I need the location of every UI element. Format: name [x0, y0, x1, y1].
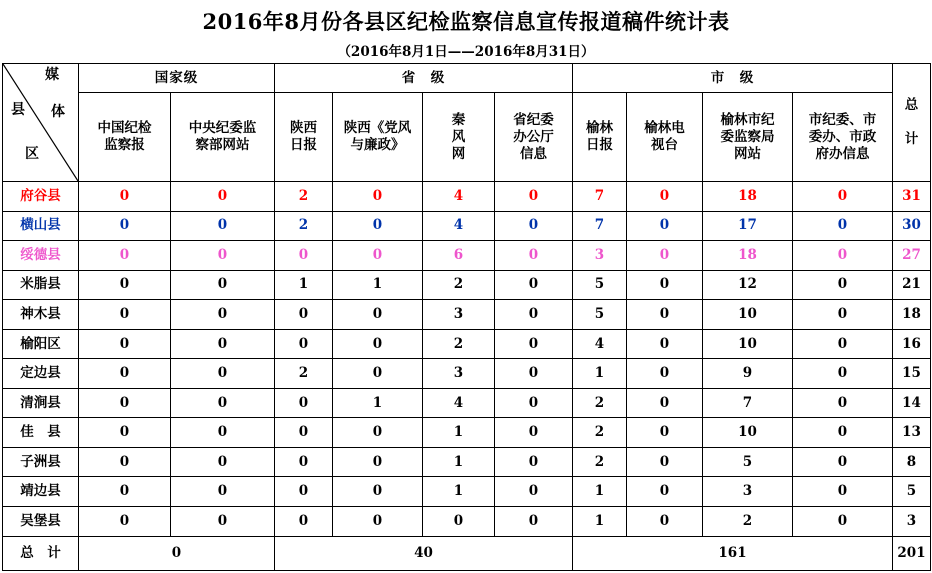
value-cell: 0 [171, 270, 275, 300]
value-cell: 0 [495, 388, 573, 418]
table-row [3, 477, 931, 507]
value-cell: 0 [79, 211, 171, 241]
value-cell: 0 [79, 447, 171, 477]
value-cell: 0 [793, 388, 893, 418]
table-row [3, 211, 931, 241]
value-cell: 1 [275, 270, 333, 300]
value-cell: 0 [79, 477, 171, 507]
value-cell: 0 [495, 447, 573, 477]
value-cell: 0 [333, 359, 423, 389]
value-cell: 4 [573, 329, 627, 359]
value-cell: 1 [423, 477, 495, 507]
value-cell: 0 [275, 477, 333, 507]
county-name: 米脂县 [3, 270, 79, 300]
value-cell: 18 [703, 241, 793, 271]
value-cell: 0 [627, 507, 703, 537]
value-cell: 0 [793, 507, 893, 537]
value-cell: 1 [333, 388, 423, 418]
value-cell: 0 [275, 447, 333, 477]
value-cell: 2 [573, 418, 627, 448]
county-name: 神木县 [3, 300, 79, 330]
value-cell: 5 [573, 270, 627, 300]
diagonal-line-icon [3, 64, 78, 181]
value-cell: 0 [627, 211, 703, 241]
row-total-cell: 5 [893, 477, 931, 507]
value-cell: 0 [495, 329, 573, 359]
column-header-label: 中央纪委监 察部网站 [188, 120, 257, 154]
corner-county-char-2: 区 [25, 146, 39, 162]
row-total-cell: 27 [893, 241, 931, 271]
grand-total-province: 40 [275, 536, 573, 570]
value-cell: 0 [275, 329, 333, 359]
column-header-7 [573, 93, 627, 182]
column-header-2 [171, 93, 275, 182]
group-national: 国家级 [79, 64, 275, 93]
value-cell: 10 [703, 418, 793, 448]
value-cell: 0 [275, 388, 333, 418]
row-total-cell: 8 [893, 447, 931, 477]
table-row [3, 359, 931, 389]
date-range-subtitle: （2016年8月1日——2016年8月31日） [337, 44, 595, 60]
value-cell: 0 [79, 388, 171, 418]
value-cell: 0 [79, 300, 171, 330]
column-header-label: 榆林电 视台 [644, 120, 685, 154]
value-cell: 7 [573, 182, 627, 212]
column-header-4 [333, 93, 423, 182]
value-cell: 3 [703, 477, 793, 507]
value-cell: 6 [423, 241, 495, 271]
group-city: 市 级 [573, 64, 893, 93]
grand-total-city: 161 [573, 536, 893, 570]
value-cell: 0 [333, 418, 423, 448]
row-total-cell: 14 [893, 388, 931, 418]
column-header-label: 陕西《党风 与廉政》 [343, 120, 412, 154]
column-header-label: 市纪委、市 委办、市政 府办信息 [808, 111, 877, 162]
value-cell: 0 [171, 507, 275, 537]
value-cell: 0 [275, 241, 333, 271]
corner-media-char-1: 媒 [45, 67, 59, 83]
value-cell: 0 [79, 359, 171, 389]
value-cell: 0 [793, 211, 893, 241]
value-cell: 1 [423, 447, 495, 477]
value-cell: 2 [275, 359, 333, 389]
value-cell: 0 [79, 507, 171, 537]
value-cell: 2 [703, 507, 793, 537]
value-cell: 0 [495, 241, 573, 271]
value-cell: 10 [703, 300, 793, 330]
value-cell: 0 [793, 418, 893, 448]
value-cell: 10 [703, 329, 793, 359]
value-cell: 0 [79, 270, 171, 300]
table-row [3, 447, 931, 477]
row-total-cell: 16 [893, 329, 931, 359]
value-cell: 7 [573, 211, 627, 241]
value-cell: 0 [627, 329, 703, 359]
county-name: 靖边县 [3, 477, 79, 507]
column-header-3 [275, 93, 333, 182]
value-cell: 0 [275, 418, 333, 448]
value-cell: 0 [627, 182, 703, 212]
row-total-cell: 31 [893, 182, 931, 212]
table-row [3, 507, 931, 537]
page-title: 2016年8月份各县区纪检监察信息宣传报道稿件统计表 [202, 9, 730, 34]
value-cell: 0 [79, 418, 171, 448]
value-cell: 0 [627, 388, 703, 418]
value-cell: 4 [423, 182, 495, 212]
value-cell: 2 [423, 329, 495, 359]
row-total-cell: 21 [893, 270, 931, 300]
value-cell: 0 [171, 447, 275, 477]
value-cell: 0 [171, 300, 275, 330]
column-header-label: 秦 风 网 [451, 111, 466, 162]
row-total-cell: 15 [893, 359, 931, 389]
value-cell: 0 [333, 300, 423, 330]
value-cell: 3 [423, 300, 495, 330]
total-header [893, 64, 931, 182]
value-cell: 0 [275, 300, 333, 330]
corner-county-char-1: 县 [11, 102, 25, 118]
table-row [3, 300, 931, 330]
corner-media-char-2: 体 [51, 104, 65, 120]
column-header-6 [495, 93, 573, 182]
county-name: 榆阳区 [3, 329, 79, 359]
value-cell: 0 [171, 329, 275, 359]
value-cell: 0 [627, 359, 703, 389]
value-cell: 0 [333, 211, 423, 241]
value-cell: 0 [495, 182, 573, 212]
value-cell: 0 [79, 329, 171, 359]
value-cell: 0 [495, 507, 573, 537]
value-cell: 0 [793, 270, 893, 300]
value-cell: 0 [627, 241, 703, 271]
value-cell: 7 [703, 388, 793, 418]
value-cell: 0 [79, 182, 171, 212]
table-row [3, 241, 931, 271]
county-name: 横山县 [3, 211, 79, 241]
column-header-1 [79, 93, 171, 182]
row-total-cell: 30 [893, 211, 931, 241]
value-cell: 3 [423, 359, 495, 389]
county-name: 吴堡县 [3, 507, 79, 537]
column-header-10 [793, 93, 893, 182]
value-cell: 0 [275, 507, 333, 537]
corner-header-cell [3, 64, 79, 182]
value-cell: 0 [333, 182, 423, 212]
county-name: 定边县 [3, 359, 79, 389]
group-header-row [3, 64, 931, 93]
value-cell: 4 [423, 388, 495, 418]
value-cell: 0 [171, 359, 275, 389]
value-cell: 0 [423, 507, 495, 537]
value-cell: 5 [703, 447, 793, 477]
grand-total-label: 总 计 [3, 536, 79, 570]
column-header-9 [703, 93, 793, 182]
value-cell: 0 [793, 182, 893, 212]
value-cell: 0 [171, 211, 275, 241]
value-cell: 0 [333, 477, 423, 507]
value-cell: 0 [495, 359, 573, 389]
value-cell: 2 [423, 270, 495, 300]
value-cell: 0 [627, 418, 703, 448]
column-header-label: 榆林市纪 委监察局 网站 [720, 111, 775, 162]
value-cell: 0 [495, 211, 573, 241]
value-cell: 1 [573, 359, 627, 389]
value-cell: 1 [573, 477, 627, 507]
value-cell: 0 [79, 241, 171, 271]
value-cell: 4 [423, 211, 495, 241]
group-province: 省 级 [275, 64, 573, 93]
value-cell: 17 [703, 211, 793, 241]
value-cell: 0 [333, 507, 423, 537]
value-cell: 0 [171, 477, 275, 507]
county-name: 清涧县 [3, 388, 79, 418]
value-cell: 0 [793, 447, 893, 477]
value-cell: 0 [495, 477, 573, 507]
value-cell: 18 [703, 182, 793, 212]
value-cell: 0 [495, 300, 573, 330]
value-cell: 2 [275, 182, 333, 212]
value-cell: 0 [171, 418, 275, 448]
county-name: 子洲县 [3, 447, 79, 477]
column-header-row [3, 93, 931, 182]
value-cell: 0 [333, 329, 423, 359]
column-header-5 [423, 93, 495, 182]
table-row [3, 418, 931, 448]
table-row [3, 329, 931, 359]
total-header-label: 总 计 [904, 97, 919, 147]
value-cell: 0 [627, 477, 703, 507]
value-cell: 0 [627, 270, 703, 300]
row-total-cell: 3 [893, 507, 931, 537]
value-cell: 1 [573, 507, 627, 537]
value-cell: 0 [495, 270, 573, 300]
row-total-cell: 18 [893, 300, 931, 330]
grand-total-row [3, 536, 931, 570]
value-cell: 2 [275, 211, 333, 241]
value-cell: 0 [171, 241, 275, 271]
value-cell: 1 [423, 418, 495, 448]
column-header-label: 中国纪检 监察报 [97, 120, 152, 154]
county-name: 绥德县 [3, 241, 79, 271]
value-cell: 0 [793, 300, 893, 330]
value-cell: 0 [171, 182, 275, 212]
value-cell: 0 [627, 447, 703, 477]
county-name: 府谷县 [3, 182, 79, 212]
value-cell: 9 [703, 359, 793, 389]
value-cell: 3 [573, 241, 627, 271]
value-cell: 0 [171, 388, 275, 418]
value-cell: 0 [333, 241, 423, 271]
value-cell: 2 [573, 447, 627, 477]
value-cell: 0 [793, 359, 893, 389]
county-name: 佳 县 [3, 418, 79, 448]
value-cell: 5 [573, 300, 627, 330]
grand-total-all: 201 [893, 536, 931, 570]
table-row [3, 270, 931, 300]
value-cell: 0 [793, 329, 893, 359]
statistics-table [2, 63, 931, 571]
row-total-cell: 13 [893, 418, 931, 448]
column-header-label: 陕西 日报 [290, 120, 317, 154]
column-header-label: 省纪委 办公厅 信息 [513, 111, 554, 162]
table-row [3, 388, 931, 418]
value-cell: 0 [793, 241, 893, 271]
value-cell: 0 [333, 447, 423, 477]
value-cell: 2 [573, 388, 627, 418]
value-cell: 1 [333, 270, 423, 300]
table-row [3, 182, 931, 212]
value-cell: 0 [793, 477, 893, 507]
value-cell: 12 [703, 270, 793, 300]
grand-total-national: 0 [79, 536, 275, 570]
value-cell: 0 [495, 418, 573, 448]
column-header-label: 榆林 日报 [586, 120, 613, 154]
column-header-8 [627, 93, 703, 182]
value-cell: 0 [627, 300, 703, 330]
